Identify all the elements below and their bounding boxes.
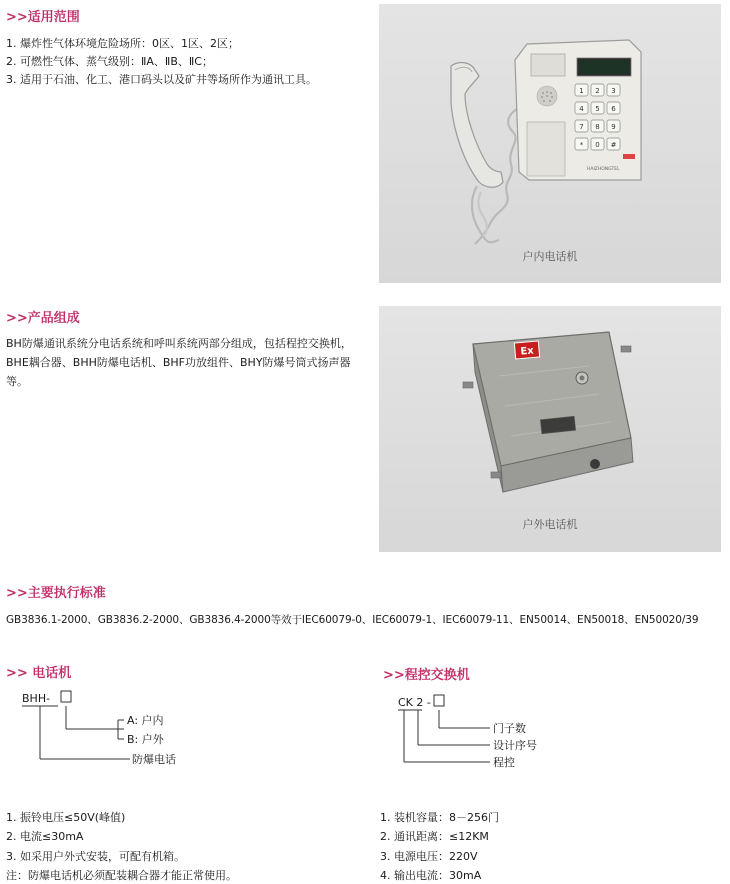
model-placeholder-box — [61, 691, 71, 702]
outdoor-box-image — [379, 306, 721, 552]
exchange-spec-item: 4. 输出电流：30mA — [380, 869, 482, 882]
model-placeholder-box — [434, 695, 444, 706]
section-heading-composition: >>产品组成 — [6, 311, 80, 326]
section-heading-exchange: >>程控交换机 — [383, 668, 470, 683]
section-heading-standards: >>主要执行标准 — [6, 586, 106, 601]
list-item: 2. 可燃性气体、蒸气级别：ⅡA、ⅡB、ⅡC； — [6, 55, 213, 68]
phone-spec-note: 注：防爆电话机必须配装耦合器才能正常使用。 — [6, 869, 237, 882]
phone-spec-item: 1. 振铃电压≤50V(峰值) — [6, 811, 126, 824]
keypad-key-label: * — [579, 141, 584, 149]
keypad-key-label: 2 — [595, 87, 600, 95]
exchange-label-program-control: 程控 — [493, 756, 515, 769]
keypad-key-label: 1 — [579, 87, 584, 95]
red-key — [623, 154, 635, 159]
phone-spec-item: 2. 电流≤30mA — [6, 830, 84, 843]
exchange-spec-item: 2. 通讯距离：≤12KM — [380, 830, 489, 843]
section-heading-applicable-range: >>适用范围 — [6, 10, 80, 25]
explosion-proof-box — [463, 332, 633, 492]
keypad-key-label: 6 — [611, 105, 616, 113]
exchange-label-ports: 门子数 — [493, 722, 526, 735]
exchange-label-design-number: 设计序号 — [493, 739, 537, 752]
handset — [451, 63, 503, 188]
list-item: 3. 适用于石油、化工、港口码头以及矿井等场所作为通讯工具。 — [6, 73, 317, 86]
indoor-phone-image — [379, 4, 721, 283]
ex-mark: Ex — [520, 345, 535, 358]
keypad-key-label: 0 — [595, 141, 600, 149]
exchange-spec-item: 1. 装机容量：8－256门 — [380, 811, 499, 824]
keypad-key-label: 3 — [611, 87, 616, 95]
composition-paragraph: BH防爆通讯系统分电话系统和呼叫系统两部分组成，包括程控交换机，BHE耦合器、BHH防爆电话机、BHF功放组件、BHY防爆号筒式扬声器等。 — [6, 337, 352, 388]
section-heading-phone: >> 电话机 — [6, 666, 72, 681]
phone-model-diagram — [0, 684, 300, 780]
phone-label-outdoor: B: 户外 — [127, 733, 164, 746]
phone-brand-text: HAIZHONGTEL — [587, 167, 620, 172]
exchange-spec-item: 3. 电源电压：220V — [380, 850, 478, 863]
photo-caption-indoor: 户内电话机 — [522, 250, 578, 263]
outdoor-phone-photo — [379, 306, 721, 552]
list-item: 1. 爆炸性气体环境危险场所：0区、1区、2区； — [6, 37, 239, 50]
keypad-key-label: # — [610, 141, 617, 149]
phone-label-explosion-proof: 防爆电话 — [132, 753, 176, 766]
phone-spec-item: 3. 如采用户外式安装，可配有机箱。 — [6, 850, 185, 863]
phone-model-code: BHH- — [22, 692, 51, 705]
keypad-key-label: 8 — [595, 123, 600, 131]
phone-label-indoor: A: 户内 — [127, 714, 164, 727]
keypad-key-label: 5 — [595, 105, 600, 113]
keypad-key-label: 7 — [579, 123, 584, 131]
keypad-key-label: 4 — [579, 105, 584, 113]
keypad-key-label: 9 — [611, 123, 616, 131]
photo-caption-outdoor: 户外电话机 — [522, 518, 578, 531]
exchange-model-code: CK 2 - — [398, 696, 431, 709]
standards-text: GB3836.1-2000、GB3836.2-2000、GB3836.4-2000等效于IEC60079-0、IEC60079-1、IEC60079-11、EN50014、EN50018、EN50020/39 — [6, 614, 699, 626]
diagram-lines — [22, 706, 130, 759]
diagram-lines — [398, 710, 490, 762]
indoor-phone-photo — [379, 4, 721, 283]
exchange-model-diagram — [380, 686, 680, 782]
